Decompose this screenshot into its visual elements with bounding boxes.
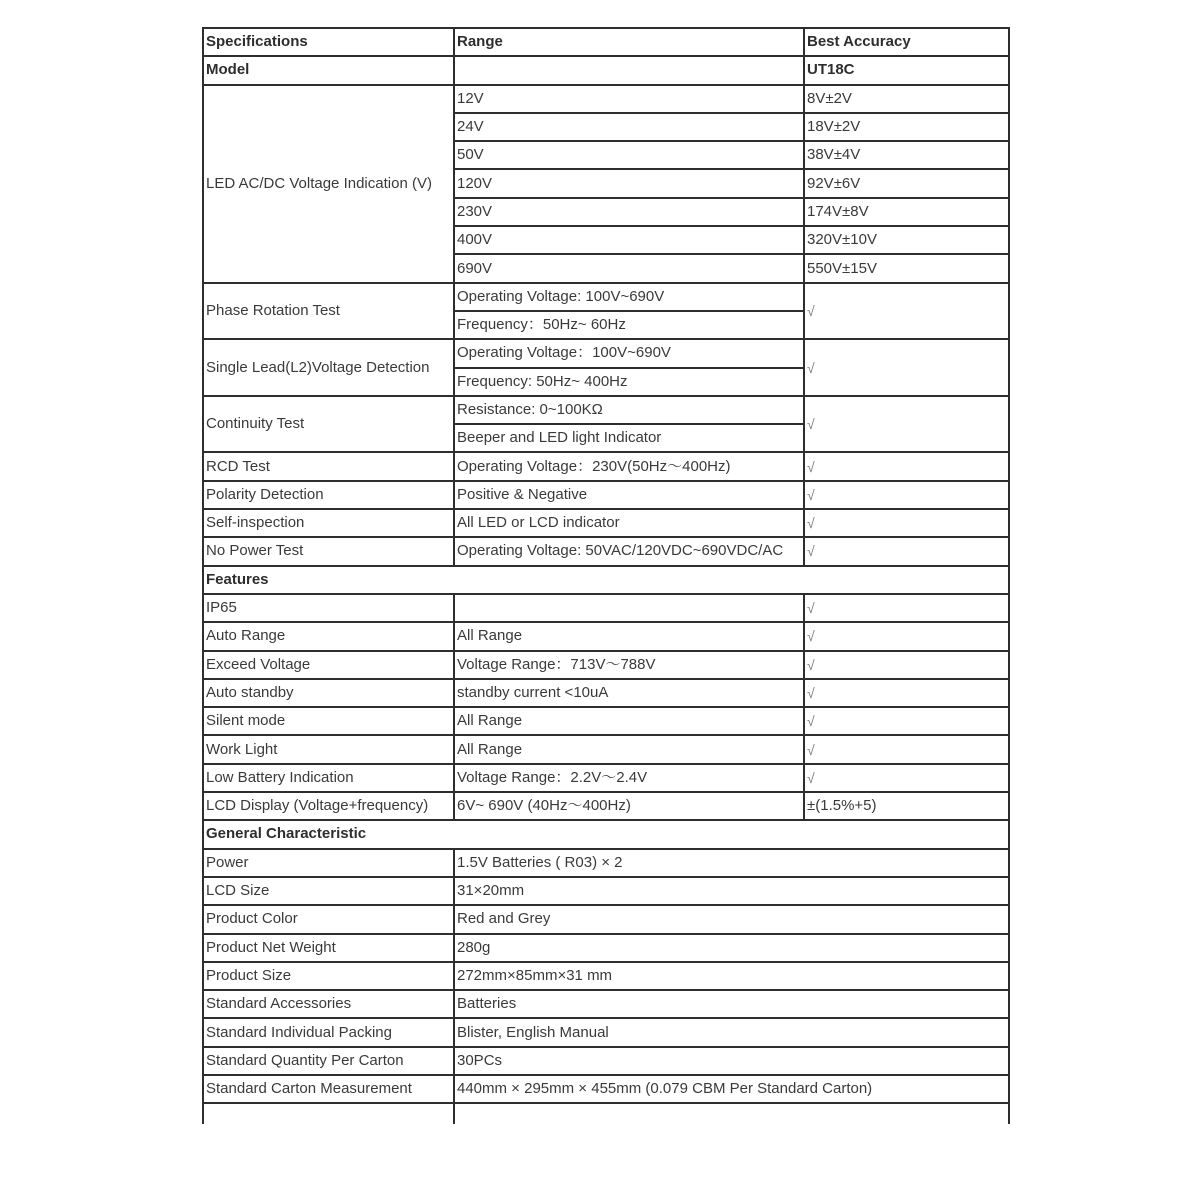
general-label: Standard Individual Packing	[203, 1018, 454, 1046]
feature-check: √	[804, 735, 1009, 763]
feature-label: Auto Range	[203, 622, 454, 650]
feature-row	[203, 594, 1009, 622]
phase-rotation-row	[203, 283, 1009, 311]
spec-row	[203, 509, 1009, 537]
single-lead-label: Single Lead(L2)Voltage Detection	[203, 339, 454, 396]
general-label: Product Net Weight	[203, 934, 454, 962]
general-value: 280g	[454, 934, 1009, 962]
led-voltage-accuracy: 8V±2V	[804, 85, 1009, 113]
led-voltage-range: 24V	[454, 113, 804, 141]
cut-off-row	[203, 1103, 1009, 1124]
feature-label: Auto standby	[203, 679, 454, 707]
general-row	[203, 1075, 1009, 1103]
feature-range: All Range	[454, 735, 804, 763]
phase-rotation-range-2: Frequency：50Hz~ 60Hz	[454, 311, 804, 339]
feature-row	[203, 622, 1009, 650]
single-lead-check: √	[804, 339, 1009, 396]
spec-range: All LED or LCD indicator	[454, 509, 804, 537]
general-value: 30PCs	[454, 1047, 1009, 1075]
spec-range: Operating Voltage：230V(50Hz～400Hz)	[454, 452, 804, 480]
general-row	[203, 1018, 1009, 1046]
feature-check: √	[804, 651, 1009, 679]
spec-sheet	[202, 27, 1008, 1124]
led-voltage-accuracy: 18V±2V	[804, 113, 1009, 141]
spec-check: √	[804, 537, 1009, 565]
spec-check: √	[804, 509, 1009, 537]
spec-check: √	[804, 481, 1009, 509]
led-voltage-accuracy: 320V±10V	[804, 226, 1009, 254]
general-label: Product Color	[203, 905, 454, 933]
general-title: General Characteristic	[203, 820, 1009, 848]
spec-row	[203, 452, 1009, 480]
single-lead-range-2: Frequency: 50Hz~ 400Hz	[454, 368, 804, 396]
feature-check: √	[804, 764, 1009, 792]
led-voltage-range: 12V	[454, 85, 804, 113]
feature-range: All Range	[454, 622, 804, 650]
feature-row	[203, 735, 1009, 763]
general-label: Standard Carton Measurement	[203, 1075, 454, 1103]
feature-row	[203, 679, 1009, 707]
feature-check: √	[804, 707, 1009, 735]
model-value: UT18C	[804, 56, 1009, 84]
feature-row	[203, 792, 1009, 820]
feature-label: Exceed Voltage	[203, 651, 454, 679]
feature-label: LCD Display (Voltage+frequency)	[203, 792, 454, 820]
feature-check: √	[804, 679, 1009, 707]
continuity-label: Continuity Test	[203, 396, 454, 453]
phase-rotation-check: √	[804, 283, 1009, 340]
feature-range: Voltage Range：713V～788V	[454, 651, 804, 679]
general-row	[203, 990, 1009, 1018]
general-title-row	[203, 820, 1009, 848]
feature-row	[203, 764, 1009, 792]
features-title-row	[203, 566, 1009, 594]
feature-row	[203, 651, 1009, 679]
header-spec: Specifications	[203, 28, 454, 56]
feature-range: 6V~ 690V (40Hz～400Hz)	[454, 792, 804, 820]
general-value: 1.5V Batteries ( R03) × 2	[454, 849, 1009, 877]
feature-range	[454, 594, 804, 622]
header-range: Range	[454, 28, 804, 56]
model-range-empty	[454, 56, 804, 84]
spec-check: √	[804, 452, 1009, 480]
feature-check: √	[804, 594, 1009, 622]
continuity-range-2: Beeper and LED light Indicator	[454, 424, 804, 452]
spec-label: No Power Test	[203, 537, 454, 565]
general-value: Batteries	[454, 990, 1009, 1018]
feature-range: standby current <10uA	[454, 679, 804, 707]
led-voltage-range: 120V	[454, 169, 804, 197]
general-value: 31×20mm	[454, 877, 1009, 905]
feature-label: Silent mode	[203, 707, 454, 735]
general-label: Product Size	[203, 962, 454, 990]
led-voltage-label: LED AC/DC Voltage Indication (V)	[203, 85, 454, 283]
general-value: 440mm × 295mm × 455mm (0.079 CBM Per Standard Carton)	[454, 1075, 1009, 1103]
led-voltage-accuracy: 550V±15V	[804, 254, 1009, 282]
cut-off-cell	[203, 1103, 454, 1124]
general-value: 272mm×85mm×31 mm	[454, 962, 1009, 990]
spec-range: Operating Voltage: 50VAC/120VDC~690VDC/AC	[454, 537, 804, 565]
led-voltage-range: 50V	[454, 141, 804, 169]
spec-row	[203, 481, 1009, 509]
general-row	[203, 962, 1009, 990]
led-voltage-range: 690V	[454, 254, 804, 282]
cut-off-cell	[454, 1103, 1009, 1124]
general-label: Standard Quantity Per Carton	[203, 1047, 454, 1075]
feature-accuracy: ±(1.5%+5)	[804, 792, 1009, 820]
spec-table	[202, 27, 1010, 1124]
general-row	[203, 877, 1009, 905]
feature-row	[203, 707, 1009, 735]
model-label: Model	[203, 56, 454, 84]
spec-range: Positive & Negative	[454, 481, 804, 509]
spec-label: Self-inspection	[203, 509, 454, 537]
general-row	[203, 905, 1009, 933]
led-voltage-range: 230V	[454, 198, 804, 226]
single-lead-range-1: Operating Voltage：100V~690V	[454, 339, 804, 367]
continuity-check: √	[804, 396, 1009, 453]
header-row	[203, 28, 1009, 56]
general-label: LCD Size	[203, 877, 454, 905]
model-row	[203, 56, 1009, 84]
continuity-row	[203, 396, 1009, 424]
led-voltage-accuracy: 92V±6V	[804, 169, 1009, 197]
led-voltage-accuracy: 174V±8V	[804, 198, 1009, 226]
led-voltage-accuracy: 38V±4V	[804, 141, 1009, 169]
continuity-range-1: Resistance: 0~100KΩ	[454, 396, 804, 424]
single-lead-row	[203, 339, 1009, 367]
feature-label: Work Light	[203, 735, 454, 763]
general-row	[203, 1047, 1009, 1075]
general-row	[203, 934, 1009, 962]
feature-range: All Range	[454, 707, 804, 735]
feature-check: √	[804, 622, 1009, 650]
led-voltage-row	[203, 85, 1009, 113]
spec-row	[203, 537, 1009, 565]
features-title: Features	[203, 566, 1009, 594]
phase-rotation-range-1: Operating Voltage: 100V~690V	[454, 283, 804, 311]
general-value: Red and Grey	[454, 905, 1009, 933]
phase-rotation-label: Phase Rotation Test	[203, 283, 454, 340]
general-label: Power	[203, 849, 454, 877]
feature-label: Low Battery Indication	[203, 764, 454, 792]
spec-label: RCD Test	[203, 452, 454, 480]
general-label: Standard Accessories	[203, 990, 454, 1018]
general-row	[203, 849, 1009, 877]
feature-label: IP65	[203, 594, 454, 622]
spec-label: Polarity Detection	[203, 481, 454, 509]
header-accuracy: Best Accuracy	[804, 28, 1009, 56]
led-voltage-range: 400V	[454, 226, 804, 254]
feature-range: Voltage Range：2.2V～2.4V	[454, 764, 804, 792]
general-value: Blister, English Manual	[454, 1018, 1009, 1046]
